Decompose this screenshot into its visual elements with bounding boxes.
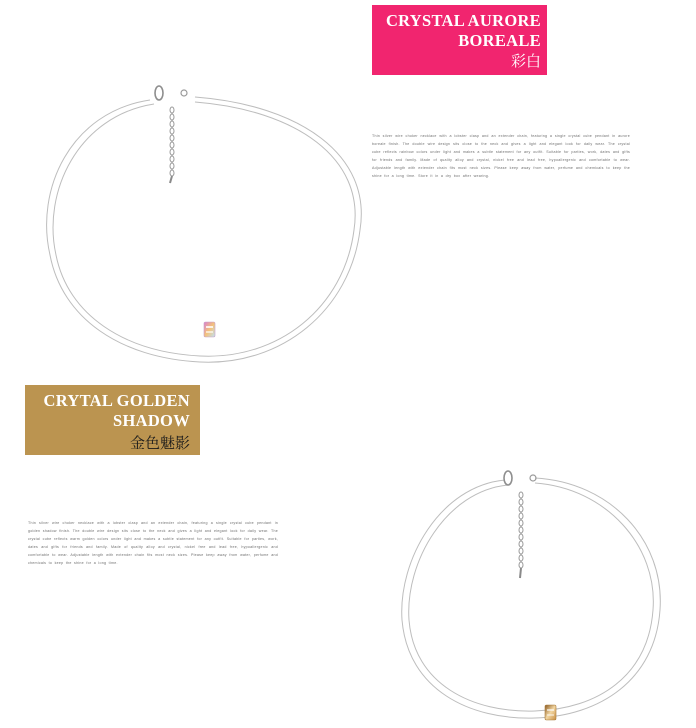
description-crystal-golden-shadow: Thin silver wire choker necklace with a lobster clasp and an extender chain, featuring a single crystal cube pendant in golden shadow finish. The double wire design sits close to the neck and gives a light and elegant look for daily wear. The crystal cube reflects warm golden colors under light and makes a subtle statement for any outfit. Suitable for parties, work, dates and gifts for friends and family. Made of quality alloy and crystal, nickel free and lead free, hypoallergenic and comfortable to wear. Adjustable length with extender chain fits most neck sizes. Please keep away from water, perfume and chemicals to keep the shine for a long time.	[28, 521, 278, 566]
description-crystal-aurore-boreale: Thin silver wire choker necklace with a lobster clasp and an extender chain, featuring a single crystal cube pendant in aurore boreale finish. The double wire design sits close to the neck and gives a light and elegant look for daily wear. The crystal cube reflects rainbow colors under light and makes a subtle statement for any outfit. Suitable for parties, work, dates and gifts for friends and family. Made of quality alloy and crystal, nickel free and lead free, hypoallergenic and comfortable to wear. Adjustable length with extender chain fits most neck sizes. Please keep away from water, perfume and chemicals to keep the shine for a long time. Store it in a dry box after wearing.	[372, 134, 630, 179]
label-chinese-name: 彩白	[510, 52, 541, 70]
label-crystal-aurore-boreale	[372, 5, 547, 75]
label-title-line-2: SHADOW	[113, 411, 190, 430]
extender-chain	[170, 107, 174, 183]
crystal-pendant-aurore-boreale	[204, 322, 215, 337]
necklace-wire	[402, 478, 661, 718]
label-title-line-2: BOREALE	[458, 31, 541, 50]
necklace-crystal-golden-shadow	[402, 471, 661, 720]
clasp	[504, 471, 536, 485]
crystal-pendant-golden-shadow	[545, 705, 556, 720]
label-crystal-golden-shadow	[25, 385, 200, 455]
extender-chain	[519, 492, 523, 578]
label-title-line-1: CRYTAL GOLDEN	[43, 391, 190, 410]
label-chinese-name: 金色魅影	[129, 434, 190, 452]
clasp	[155, 86, 187, 100]
label-title-line-1: CRYSTAL AURORE	[385, 11, 541, 30]
